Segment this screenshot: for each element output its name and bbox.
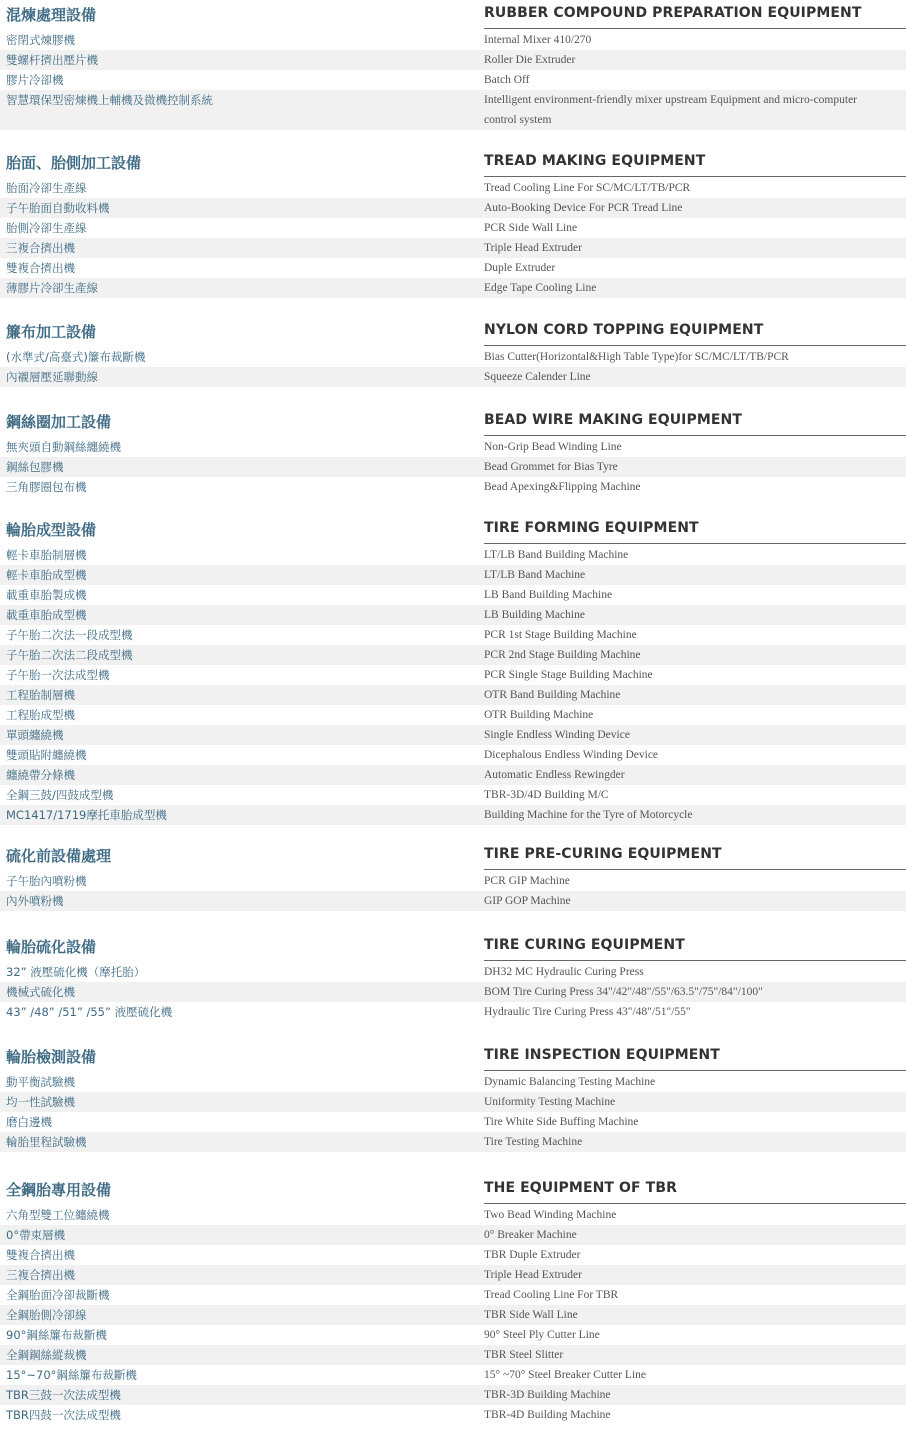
table-row bbox=[0, 765, 906, 785]
table-row bbox=[0, 891, 906, 911]
equipment-name-en: Building Machine for the Tyre of Motorcycle bbox=[484, 809, 693, 821]
section-tire-inspection bbox=[0, 1042, 906, 1152]
equipment-name-en: DH32 MC Hydraulic Curing Press bbox=[484, 966, 644, 978]
equipment-name-zh: 43” /48” /51” /55” 液壓硫化機 bbox=[6, 1005, 173, 1019]
title-divider bbox=[484, 1203, 906, 1204]
table-row bbox=[0, 745, 906, 765]
section-title-zh: 輪胎硫化設備 bbox=[6, 938, 97, 956]
equipment-name-zh: 工程胎成型機 bbox=[6, 708, 75, 722]
equipment-name-en: TBR Steel Slitter bbox=[484, 1349, 564, 1361]
equipment-name-zh: 動平衡試驗機 bbox=[6, 1075, 75, 1089]
equipment-name-zh: 輕卡車胎成型機 bbox=[6, 568, 87, 582]
table-row bbox=[0, 1285, 906, 1305]
equipment-name-zh: 智慧環保型密煉機上輔機及微機控制系統 bbox=[6, 93, 213, 107]
equipment-name-en: PCR Single Stage Building Machine bbox=[484, 669, 653, 681]
table-row bbox=[0, 437, 906, 457]
equipment-name-en: Dicephalous Endless Winding Device bbox=[484, 749, 659, 761]
section-title-en: BEAD WIRE MAKING EQUIPMENT bbox=[484, 412, 743, 428]
table-row bbox=[0, 367, 906, 387]
table-row bbox=[0, 347, 906, 367]
equipment-name-en: Intelligent environment-friendly mixer upstream Equipment and micro-computer control system bbox=[484, 94, 857, 126]
equipment-table bbox=[0, 178, 906, 298]
section-title-zh: 混煉處理設備 bbox=[6, 6, 97, 24]
equipment-name-en: TBR-3D/4D Building M/C bbox=[484, 789, 609, 801]
equipment-name-en: TBR-3D Building Machine bbox=[484, 1389, 611, 1401]
title-divider bbox=[484, 435, 906, 436]
section-title-zh: 硫化前設備處理 bbox=[6, 847, 112, 865]
equipment-name-en: Single Endless Winding Device bbox=[484, 729, 630, 741]
table-row bbox=[0, 1225, 906, 1245]
table-row bbox=[0, 1002, 906, 1022]
equipment-name-en: 90° Steel Ply Cutter Line bbox=[484, 1329, 600, 1341]
section-title-en: TIRE FORMING EQUIPMENT bbox=[484, 520, 699, 536]
section-header bbox=[0, 0, 906, 28]
section-header bbox=[0, 841, 906, 869]
equipment-name-en: LT/LB Band Building Machine bbox=[484, 549, 629, 561]
equipment-table bbox=[0, 1072, 906, 1152]
equipment-name-zh: TBR四鼓一次法成型機 bbox=[6, 1408, 121, 1422]
equipment-name-zh: 32” 液壓硫化機（摩托胎） bbox=[6, 965, 146, 979]
equipment-name-en: Non-Grip Bead Winding Line bbox=[484, 441, 622, 453]
section-title-zh: 胎面、胎側加工設備 bbox=[6, 154, 142, 172]
table-row bbox=[0, 1385, 906, 1405]
section-tbr-equipment bbox=[0, 1175, 906, 1425]
table-row bbox=[0, 477, 906, 497]
equipment-name-zh: 六角型雙工位纏繞機 bbox=[6, 1208, 110, 1222]
title-divider bbox=[484, 869, 906, 870]
equipment-name-zh: 子午胎一次法成型機 bbox=[6, 668, 110, 682]
title-divider bbox=[484, 960, 906, 961]
equipment-name-en: 0° Breaker Machine bbox=[484, 1229, 577, 1241]
equipment-name-en: PCR GIP Machine bbox=[484, 875, 570, 887]
section-header bbox=[0, 407, 906, 435]
equipment-table bbox=[0, 545, 906, 825]
table-row bbox=[0, 178, 906, 198]
equipment-name-zh: 全鋼鋼絲縱裁機 bbox=[6, 1348, 87, 1362]
equipment-name-zh: 密閉式煉膠機 bbox=[6, 33, 75, 47]
table-row bbox=[0, 90, 906, 130]
table-row bbox=[0, 962, 906, 982]
table-row bbox=[0, 1305, 906, 1325]
equipment-name-zh: 載重車胎成型機 bbox=[6, 608, 87, 622]
section-title-en: TIRE INSPECTION EQUIPMENT bbox=[484, 1047, 720, 1063]
section-title-zh: 輪胎檢測設備 bbox=[6, 1048, 97, 1066]
equipment-name-zh: 胎面冷卻生產線 bbox=[6, 181, 87, 195]
section-tread-making bbox=[0, 148, 906, 298]
equipment-name-en: Roller Die Extruder bbox=[484, 54, 576, 66]
equipment-name-en: LT/LB Band Machine bbox=[484, 569, 586, 581]
table-row bbox=[0, 625, 906, 645]
table-row bbox=[0, 30, 906, 50]
equipment-name-en: GIP GOP Machine bbox=[484, 895, 571, 907]
equipment-name-en: PCR Side Wall Line bbox=[484, 222, 578, 234]
section-title-zh: 全鋼胎專用設備 bbox=[6, 1181, 112, 1199]
section-nylon-cord-topping bbox=[0, 317, 906, 387]
equipment-name-zh: 內外噴粉機 bbox=[6, 894, 64, 908]
table-row bbox=[0, 871, 906, 891]
equipment-name-en: TBR Duple Extruder bbox=[484, 1249, 581, 1261]
equipment-name-en: LB Band Building Machine bbox=[484, 589, 613, 601]
equipment-name-zh: 全鋼胎面冷卻裁斷機 bbox=[6, 1288, 110, 1302]
equipment-name-en: Uniformity Testing Machine bbox=[484, 1096, 616, 1108]
section-header bbox=[0, 515, 906, 543]
table-row bbox=[0, 1092, 906, 1112]
table-row bbox=[0, 805, 906, 825]
equipment-name-zh: 均一性試驗機 bbox=[6, 1095, 75, 1109]
equipment-name-en: Tire White Side Buffing Machine bbox=[484, 1116, 639, 1128]
section-title-en: THE EQUIPMENT OF TBR bbox=[484, 1180, 677, 1196]
equipment-name-zh: 胎側冷卻生產線 bbox=[6, 221, 87, 235]
equipment-table bbox=[0, 871, 906, 911]
table-row bbox=[0, 1205, 906, 1225]
equipment-name-zh: 輪胎里程試驗機 bbox=[6, 1135, 87, 1149]
equipment-name-en: Tread Cooling Line For SC/MC/LT/TB/PCR bbox=[484, 182, 691, 194]
equipment-name-zh: 全鋼胎側冷卻線 bbox=[6, 1308, 87, 1322]
equipment-name-zh: 輕卡車胎制層機 bbox=[6, 548, 87, 562]
equipment-name-en: Batch Off bbox=[484, 74, 530, 86]
table-row bbox=[0, 785, 906, 805]
section-header bbox=[0, 317, 906, 345]
equipment-table bbox=[0, 30, 906, 130]
title-divider bbox=[484, 1070, 906, 1071]
equipment-name-en: Dynamic Balancing Testing Machine bbox=[484, 1076, 656, 1088]
table-row bbox=[0, 278, 906, 298]
table-row bbox=[0, 1112, 906, 1132]
title-divider bbox=[484, 345, 906, 346]
table-row bbox=[0, 1265, 906, 1285]
equipment-name-en: PCR 1st Stage Building Machine bbox=[484, 629, 637, 641]
equipment-name-zh: 三複合擠出機 bbox=[6, 241, 75, 255]
table-row bbox=[0, 457, 906, 477]
table-row bbox=[0, 1325, 906, 1345]
equipment-name-zh: 薄膠片冷卻生產線 bbox=[6, 281, 98, 295]
section-header bbox=[0, 1175, 906, 1203]
equipment-name-en: Bead Grommet for Bias Tyre bbox=[484, 461, 618, 473]
equipment-table bbox=[0, 347, 906, 387]
section-title-zh: 輪胎成型設備 bbox=[6, 521, 97, 539]
equipment-name-zh: 纏繞帶分條機 bbox=[6, 768, 75, 782]
equipment-name-zh: 單頭纏繞機 bbox=[6, 728, 64, 742]
table-row bbox=[0, 1345, 906, 1365]
equipment-table bbox=[0, 962, 906, 1022]
equipment-name-en: Internal Mixer 410/270 bbox=[484, 34, 592, 46]
table-row bbox=[0, 585, 906, 605]
section-tire-curing bbox=[0, 932, 906, 1022]
equipment-name-en: Triple Head Extruder bbox=[484, 1269, 582, 1281]
section-title-zh: 簾布加工設備 bbox=[6, 323, 97, 341]
equipment-name-zh: 雙複合擠出機 bbox=[6, 261, 75, 275]
equipment-name-zh: (水準式/高臺式)簾布裁斷機 bbox=[6, 350, 146, 364]
table-row bbox=[0, 198, 906, 218]
equipment-name-en: LB Building Machine bbox=[484, 609, 585, 621]
equipment-name-en: Triple Head Extruder bbox=[484, 242, 582, 254]
section-title-en: TREAD MAKING EQUIPMENT bbox=[484, 153, 706, 169]
table-row bbox=[0, 665, 906, 685]
equipment-name-zh: MC1417/1719摩托車胎成型機 bbox=[6, 808, 167, 822]
equipment-name-zh: 膠片冷卻機 bbox=[6, 73, 64, 87]
equipment-name-en: Hydraulic Tire Curing Press 43"/48"/51"/55" bbox=[484, 1006, 691, 1018]
section-title-en: NYLON CORD TOPPING EQUIPMENT bbox=[484, 322, 764, 338]
section-title-zh: 鋼絲圈加工設備 bbox=[6, 413, 112, 431]
table-row bbox=[0, 50, 906, 70]
section-bead-wire-making bbox=[0, 407, 906, 497]
equipment-name-en: Automatic Endless Rewingder bbox=[484, 769, 625, 781]
title-divider bbox=[484, 176, 906, 177]
section-header bbox=[0, 148, 906, 176]
equipment-name-en: Duple Extruder bbox=[484, 262, 556, 274]
table-row bbox=[0, 605, 906, 625]
table-row bbox=[0, 982, 906, 1002]
section-tire-forming bbox=[0, 515, 906, 825]
section-header bbox=[0, 1042, 906, 1070]
equipment-name-en: OTR Building Machine bbox=[484, 709, 594, 721]
equipment-name-en: Tread Cooling Line For TBR bbox=[484, 1289, 619, 1301]
equipment-name-zh: 內襯層壓延聯動線 bbox=[6, 370, 98, 384]
equipment-name-en: Bead Apexing&Flipping Machine bbox=[484, 481, 641, 493]
table-row bbox=[0, 725, 906, 745]
equipment-name-en: Two Bead Winding Machine bbox=[484, 1209, 617, 1221]
table-row bbox=[0, 1245, 906, 1265]
equipment-name-zh: 90°鋼絲簾布裁斷機 bbox=[6, 1328, 107, 1342]
equipment-name-zh: 磨白邊機 bbox=[6, 1115, 52, 1129]
section-title-en: RUBBER COMPOUND PREPARATION EQUIPMENT bbox=[484, 5, 862, 21]
equipment-name-zh: 子午胎二次法二段成型機 bbox=[6, 648, 133, 662]
table-row bbox=[0, 705, 906, 725]
section-title-en: TIRE PRE-CURING EQUIPMENT bbox=[484, 846, 722, 862]
equipment-name-zh: 三複合擠出機 bbox=[6, 1268, 75, 1282]
equipment-name-en: BOM Tire Curing Press 34"/42"/48"/55"/63.5"/75"/84"/100" bbox=[484, 986, 763, 998]
equipment-name-en: 15° ~70° Steel Breaker Cutter Line bbox=[484, 1369, 646, 1381]
equipment-name-zh: 機械式硫化機 bbox=[6, 985, 75, 999]
section-header bbox=[0, 932, 906, 960]
table-row bbox=[0, 238, 906, 258]
table-row bbox=[0, 565, 906, 585]
section-title-en: TIRE CURING EQUIPMENT bbox=[484, 937, 685, 953]
section-rubber-compound bbox=[0, 0, 906, 130]
equipment-name-zh: 無夾頭自動鋼絲纏繞機 bbox=[6, 440, 121, 454]
equipment-name-zh: 子午胎面自動收料機 bbox=[6, 201, 110, 215]
equipment-name-zh: 0°帶束層機 bbox=[6, 1228, 66, 1242]
equipment-name-zh: 三角膠圈包布機 bbox=[6, 480, 87, 494]
equipment-name-zh: 全鋼三鼓/四鼓成型機 bbox=[6, 788, 114, 802]
table-row bbox=[0, 1132, 906, 1152]
table-row bbox=[0, 1365, 906, 1385]
table-row bbox=[0, 218, 906, 238]
section-tire-pre-curing bbox=[0, 841, 906, 911]
title-divider bbox=[484, 28, 906, 29]
equipment-name-en: Squeeze Calender Line bbox=[484, 371, 591, 383]
equipment-name-en: TBR Side Wall Line bbox=[484, 1309, 578, 1321]
table-row bbox=[0, 545, 906, 565]
equipment-name-en: OTR Band Building Machine bbox=[484, 689, 621, 701]
title-divider bbox=[484, 543, 906, 544]
table-row bbox=[0, 70, 906, 90]
equipment-table bbox=[0, 1205, 906, 1425]
equipment-name-zh: 雙複合擠出機 bbox=[6, 1248, 75, 1262]
equipment-name-en: Bias Cutter(Horizontal&High Table Type)for SC/MC/LT/TB/PCR bbox=[484, 351, 789, 363]
equipment-name-zh: 載重車胎製成機 bbox=[6, 588, 87, 602]
equipment-name-zh: TBR三鼓一次法成型機 bbox=[6, 1388, 121, 1402]
equipment-name-zh: 子午胎二次法一段成型機 bbox=[6, 628, 133, 642]
table-row bbox=[0, 685, 906, 705]
table-row bbox=[0, 1072, 906, 1092]
equipment-name-zh: 子午胎內噴粉機 bbox=[6, 874, 87, 888]
equipment-name-zh: 雙頭貼附纏繞機 bbox=[6, 748, 87, 762]
equipment-name-zh: 15°~70°鋼絲簾布裁斷機 bbox=[6, 1368, 137, 1382]
equipment-name-en: TBR-4D Building Machine bbox=[484, 1409, 611, 1421]
equipment-name-zh: 工程胎制層機 bbox=[6, 688, 75, 702]
table-row bbox=[0, 1405, 906, 1425]
equipment-table bbox=[0, 437, 906, 497]
equipment-name-zh: 雙螺杆擠出壓片機 bbox=[6, 53, 98, 67]
equipment-name-en: Auto-Booking Device For PCR Tread Line bbox=[484, 202, 683, 214]
table-row bbox=[0, 645, 906, 665]
equipment-name-en: Tire Testing Machine bbox=[484, 1136, 583, 1148]
table-row bbox=[0, 258, 906, 278]
equipment-name-en: Edge Tape Cooling Line bbox=[484, 282, 597, 294]
equipment-name-en: PCR 2nd Stage Building Machine bbox=[484, 649, 641, 661]
equipment-name-zh: 鋼絲包膠機 bbox=[6, 460, 64, 474]
